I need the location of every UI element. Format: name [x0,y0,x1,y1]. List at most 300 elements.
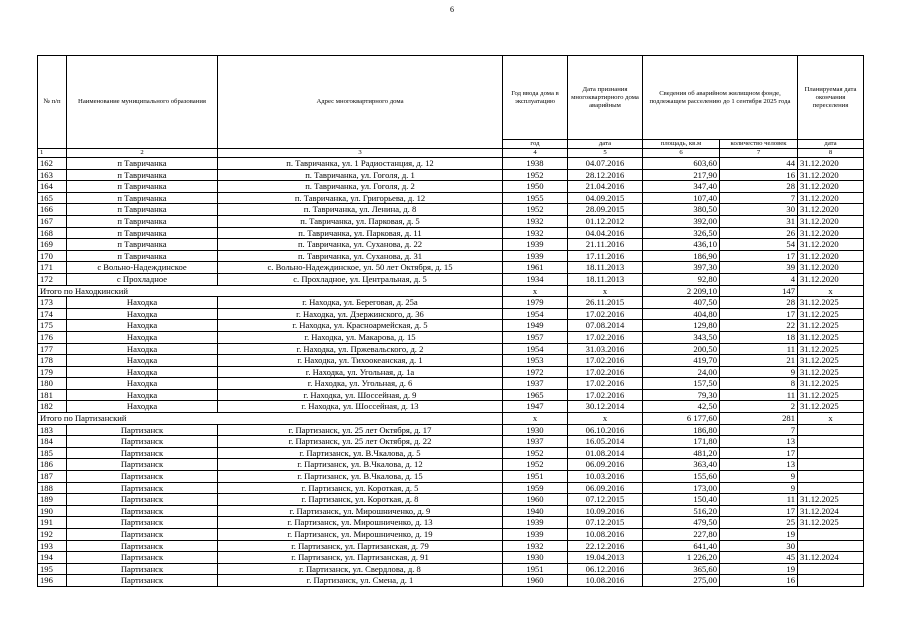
municipality-cell: п Тавричанка [67,215,218,227]
row-number: 190 [38,505,67,517]
row-number: 177 [38,343,67,355]
end-date-cell: 31.12.2020 [798,227,864,239]
table-row [38,192,864,204]
row-number: 189 [38,494,67,506]
year-cell: 1972 [503,366,568,378]
end-date-cell: 31.12.2025 [798,366,864,378]
municipality-cell: п Тавричанка [67,158,218,170]
area-cell: 641,40 [643,540,720,552]
year-cell: 1939 [503,239,568,251]
recognition-date-cell: 06.09.2016 [568,459,643,471]
address-cell: г. Находка, ул. Шоссейная, д. 13 [218,401,503,413]
end-date-cell [798,471,864,483]
table-row [38,250,864,262]
end-date-cell [798,482,864,494]
row-number: 176 [38,331,67,343]
year-cell: 1930 [503,424,568,436]
end-date-cell [798,540,864,552]
municipality-cell: Партизанск [67,552,218,564]
end-date-cell: 31.12.2025 [798,308,864,320]
people-cell: 16 [720,169,798,181]
address-cell: г. Партизанск, ул. Мирошниченко, д. 13 [218,517,503,529]
table-row [38,540,864,552]
year-cell: 1947 [503,401,568,413]
year-cell: 1939 [503,250,568,262]
municipality-cell: Партизанск [67,447,218,459]
area-cell: 42,50 [643,401,720,413]
year-cell: 1961 [503,262,568,274]
row-number: 173 [38,297,67,309]
header-year: Год ввода дома в эксплуатацию [503,56,568,140]
table-row [38,529,864,541]
table-row [38,505,864,517]
area-cell: 200,50 [643,343,720,355]
col-number: 3 [218,149,503,158]
address-cell: г. Партизанск, ул. В.Чкалова, д. 15 [218,471,503,483]
municipality-cell: Партизанск [67,505,218,517]
table-row [38,262,864,274]
year-cell: 1930 [503,552,568,564]
table-row [38,482,864,494]
address-cell: п. Тавричанка, ул. Ленина, д. 8 [218,204,503,216]
year-cell: 1954 [503,343,568,355]
col-number: 5 [568,149,643,158]
area-cell: 150,40 [643,494,720,506]
table-row [38,215,864,227]
people-cell: 18 [720,331,798,343]
row-number: 182 [38,401,67,413]
area-cell: 365,60 [643,563,720,575]
end-date-cell: 31.12.2025 [798,297,864,309]
header-info: Сведения об аварийном жилищном фонде, подлежащем расселению до 1 сентября 2025 года [643,56,798,140]
year-cell: 1937 [503,436,568,448]
recognition-date-cell: 26.11.2015 [568,297,643,309]
recognition-date-cell: 06.09.2016 [568,482,643,494]
table-row [38,378,864,390]
unit-area: площадь, кв.м [643,140,720,149]
end-date-cell [798,424,864,436]
table-row [38,239,864,251]
total-row [38,413,864,425]
recognition-date-cell: 22.12.2016 [568,540,643,552]
people-cell: 2 [720,401,798,413]
area-cell: 107,40 [643,192,720,204]
year-cell: 1952 [503,459,568,471]
row-number: 183 [38,424,67,436]
address-cell: п. Тавричанка, ул. Парковая, д. 5 [218,215,503,227]
total-people: 147 [720,285,798,297]
row-number: 164 [38,181,67,193]
municipality-cell: с Вольно-Надеждинское [67,262,218,274]
address-cell: г. Находка, ул. Угольная, д. 1а [218,366,503,378]
year-cell: 1949 [503,320,568,332]
people-cell: 13 [720,459,798,471]
end-date-cell: 31.12.2020 [798,215,864,227]
year-cell: 1955 [503,192,568,204]
municipality-cell: п Тавричанка [67,250,218,262]
table-row [38,563,864,575]
area-cell: 227,80 [643,529,720,541]
year-cell: 1937 [503,378,568,390]
year-cell: 1960 [503,575,568,587]
address-cell: п. Тавричанка, ул. Гоголя, д. 2 [218,181,503,193]
recognition-date-cell: 06.10.2016 [568,424,643,436]
area-cell: 24,00 [643,366,720,378]
municipality-cell: п Тавричанка [67,181,218,193]
year-cell: 1932 [503,227,568,239]
municipality-cell: Партизанск [67,494,218,506]
recognition-date-cell: 21.11.2016 [568,239,643,251]
year-cell: 1957 [503,331,568,343]
row-number: 192 [38,529,67,541]
people-cell: 11 [720,343,798,355]
municipality-cell: Партизанск [67,459,218,471]
area-cell: 173,00 [643,482,720,494]
recognition-date-cell: 06.12.2016 [568,563,643,575]
recognition-date-cell: 16.05.2014 [568,436,643,448]
address-cell: п. Тавричанка, ул. Григорьева, д. 12 [218,192,503,204]
end-date-cell [798,436,864,448]
total-end-date: x [798,285,864,297]
municipality-cell: Партизанск [67,482,218,494]
area-cell: 397,30 [643,262,720,274]
col-number: 8 [798,149,864,158]
recognition-date-cell: 21.04.2016 [568,181,643,193]
table-row [38,343,864,355]
header-num: № п/п [38,56,67,149]
end-date-cell: 31.12.2025 [798,401,864,413]
area-cell: 516,20 [643,505,720,517]
area-cell: 343,50 [643,331,720,343]
end-date-cell: 31.12.2020 [798,192,864,204]
area-cell: 407,50 [643,297,720,309]
header-row [38,56,864,140]
municipality-cell: п Тавричанка [67,204,218,216]
year-cell: 1939 [503,517,568,529]
people-cell: 54 [720,239,798,251]
municipality-cell: п Тавричанка [67,227,218,239]
header-address: Адрес многоквартирного дома [218,56,503,149]
recognition-date-cell: 07.08.2014 [568,320,643,332]
people-cell: 9 [720,366,798,378]
end-date-cell: 31.12.2025 [798,320,864,332]
year-cell: 1932 [503,215,568,227]
table-row [38,447,864,459]
recognition-date-cell: 17.02.2016 [568,308,643,320]
table-row [38,320,864,332]
area-cell: 92,80 [643,273,720,285]
area-cell: 481,20 [643,447,720,459]
recognition-date-cell: 19.04.2013 [568,552,643,564]
municipality-cell: Находка [67,320,218,332]
row-number: 181 [38,389,67,401]
people-cell: 11 [720,494,798,506]
people-cell: 4 [720,273,798,285]
end-date-cell: 31.12.2024 [798,505,864,517]
recognition-date-cell: 10.08.2016 [568,575,643,587]
municipality-cell: Находка [67,331,218,343]
table-row [38,552,864,564]
table-row [38,355,864,367]
people-cell: 19 [720,529,798,541]
people-cell: 17 [720,308,798,320]
area-cell: 419,70 [643,355,720,367]
end-date-cell [798,563,864,575]
row-number: 162 [38,158,67,170]
end-date-cell: 31.12.2025 [798,389,864,401]
year-cell: 1951 [503,563,568,575]
end-date-cell: 31.12.2020 [798,239,864,251]
year-cell: 1959 [503,482,568,494]
end-date-cell: 31.12.2020 [798,158,864,170]
people-cell: 21 [720,355,798,367]
row-number: 193 [38,540,67,552]
address-cell: г. Находка, ул. Макарова, д. 15 [218,331,503,343]
col-number: 1 [38,149,67,158]
col-number: 2 [67,149,218,158]
area-cell: 157,50 [643,378,720,390]
people-cell: 17 [720,447,798,459]
people-cell: 9 [720,482,798,494]
year-cell: 1960 [503,494,568,506]
address-cell: п. Тавричанка, ул. 1 Радиостанция, д. 12 [218,158,503,170]
people-cell: 7 [720,424,798,436]
people-cell: 8 [720,378,798,390]
area-cell: 380,50 [643,204,720,216]
area-cell: 217,90 [643,169,720,181]
area-cell: 129,80 [643,320,720,332]
people-cell: 16 [720,575,798,587]
column-numbers-row [38,149,864,158]
people-cell: 30 [720,540,798,552]
municipality-cell: Находка [67,389,218,401]
recognition-date-cell: 10.09.2016 [568,505,643,517]
year-cell: 1952 [503,204,568,216]
address-cell: п. Тавричанка, ул. Гоголя, д. 1 [218,169,503,181]
people-cell: 28 [720,297,798,309]
address-cell: г. Находка, ул. Дзержинского, д. 36 [218,308,503,320]
recognition-date-cell: 28.09.2015 [568,204,643,216]
row-number: 174 [38,308,67,320]
address-cell: г. Партизанск, ул. Мирошниченко, д. 9 [218,505,503,517]
table-row [38,297,864,309]
address-cell: г. Партизанск, ул. Партизанская, д. 79 [218,540,503,552]
municipality-cell: Партизанск [67,436,218,448]
row-number: 191 [38,517,67,529]
table-row [38,169,864,181]
address-cell: г. Партизанск, ул. Партизанская, д. 91 [218,552,503,564]
row-number: 180 [38,378,67,390]
year-cell: 1932 [503,540,568,552]
end-date-cell: 31.12.2025 [798,378,864,390]
table-row [38,424,864,436]
address-cell: г. Партизанск, ул. Свердлова, д. 8 [218,563,503,575]
municipality-cell: с Прохладное [67,273,218,285]
people-cell: 13 [720,436,798,448]
table-row [38,494,864,506]
recognition-date-cell: 10.03.2016 [568,471,643,483]
table-row [38,401,864,413]
people-cell: 17 [720,250,798,262]
table-row [38,331,864,343]
row-number: 163 [38,169,67,181]
municipality-cell: Находка [67,401,218,413]
area-cell: 479,50 [643,517,720,529]
area-cell: 392,00 [643,215,720,227]
address-cell: г. Находка, ул. Пржевальского, д. 2 [218,343,503,355]
recognition-date-cell: 01.12.2012 [568,215,643,227]
people-cell: 30 [720,204,798,216]
municipality-cell: Находка [67,355,218,367]
recognition-date-cell: 17.02.2016 [568,366,643,378]
unit-date: дата [568,140,643,149]
end-date-cell: 31.12.2020 [798,273,864,285]
address-cell: г. Находка, ул. Красноармейская, д. 5 [218,320,503,332]
municipality-cell: Находка [67,378,218,390]
table-row [38,459,864,471]
address-cell: г. Находка, ул. Тихоокеанская, д. 1 [218,355,503,367]
area-cell: 186,80 [643,424,720,436]
row-number: 172 [38,273,67,285]
row-number: 186 [38,459,67,471]
area-cell: 171,80 [643,436,720,448]
total-people: 281 [720,413,798,425]
recognition-date-cell: 17.02.2016 [568,331,643,343]
row-number: 165 [38,192,67,204]
end-date-cell: 31.12.2025 [798,517,864,529]
people-cell: 9 [720,471,798,483]
total-date: x [568,285,643,297]
total-year: x [503,285,568,297]
header-recognition-date: Дата признания многоквартирного дома аварийным [568,56,643,140]
address-cell: п. Тавричанка, ул. Парковая, д. 11 [218,227,503,239]
municipality-cell: Партизанск [67,471,218,483]
recognition-date-cell: 04.04.2016 [568,227,643,239]
municipality-cell: Партизанск [67,575,218,587]
address-cell: г. Партизанск, ул. Мирошниченко, д. 19 [218,529,503,541]
municipality-cell: Находка [67,366,218,378]
end-date-cell [798,447,864,459]
year-cell: 1953 [503,355,568,367]
row-number: 188 [38,482,67,494]
end-date-cell: 31.12.2020 [798,169,864,181]
recognition-date-cell: 04.07.2016 [568,158,643,170]
row-number: 195 [38,563,67,575]
table-row [38,273,864,285]
year-cell: 1965 [503,389,568,401]
table-row [38,389,864,401]
people-cell: 11 [720,389,798,401]
recognition-date-cell: 04.09.2015 [568,192,643,204]
recognition-date-cell: 17.02.2016 [568,389,643,401]
municipality-cell: п Тавричанка [67,239,218,251]
address-cell: г. Партизанск, ул. Короткая, д. 8 [218,494,503,506]
year-cell: 1979 [503,297,568,309]
total-row [38,285,864,297]
year-cell: 1939 [503,529,568,541]
people-cell: 26 [720,227,798,239]
address-cell: п. Тавричанка, ул. Суханова, д. 22 [218,239,503,251]
area-cell: 436,10 [643,239,720,251]
area-cell: 79,30 [643,389,720,401]
unit-end-date: дата [798,140,864,149]
recognition-date-cell: 18.11.2013 [568,273,643,285]
unit-year: год [503,140,568,149]
total-area: 2 209,10 [643,285,720,297]
area-cell: 186,90 [643,250,720,262]
year-cell: 1954 [503,308,568,320]
area-cell: 275,00 [643,575,720,587]
table-row [38,471,864,483]
year-cell: 1938 [503,158,568,170]
area-cell: 404,80 [643,308,720,320]
total-date: x [568,413,643,425]
row-number: 168 [38,227,67,239]
row-number: 196 [38,575,67,587]
table-row [38,158,864,170]
recognition-date-cell: 31.03.2016 [568,343,643,355]
people-cell: 7 [720,192,798,204]
municipality-cell: Партизанск [67,540,218,552]
area-cell: 326,50 [643,227,720,239]
recognition-date-cell: 18.11.2013 [568,262,643,274]
end-date-cell: 31.12.2024 [798,552,864,564]
area-cell: 603,60 [643,158,720,170]
municipality-cell: Партизанск [67,424,218,436]
municipality-cell: п Тавричанка [67,169,218,181]
municipality-cell: Партизанск [67,517,218,529]
municipality-cell: п Тавричанка [67,192,218,204]
end-date-cell: 31.12.2025 [798,343,864,355]
total-year: x [503,413,568,425]
end-date-cell: 31.12.2025 [798,355,864,367]
municipality-cell: Партизанск [67,563,218,575]
row-number: 178 [38,355,67,367]
people-cell: 45 [720,552,798,564]
year-cell: 1952 [503,169,568,181]
area-cell: 155,60 [643,471,720,483]
page-number: 6 [450,5,454,14]
municipality-cell: Находка [67,308,218,320]
col-number: 4 [503,149,568,158]
table-row [38,436,864,448]
area-cell: 1 226,20 [643,552,720,564]
address-cell: г. Находка, ул. Угольная, д. 6 [218,378,503,390]
address-cell: г. Партизанск, ул. 25 лет Октября, д. 17 [218,424,503,436]
header-municipality: Наименование муниципального образования [67,56,218,149]
row-number: 187 [38,471,67,483]
recognition-date-cell: 01.08.2014 [568,447,643,459]
col-number: 6 [643,149,720,158]
row-number: 167 [38,215,67,227]
recognition-date-cell: 17.11.2016 [568,250,643,262]
total-label: Итого по Партизанский [38,413,503,425]
table-row [38,181,864,193]
row-number: 194 [38,552,67,564]
total-end-date: x [798,413,864,425]
end-date-cell: 31.12.2020 [798,262,864,274]
address-cell: г. Находка, ул. Береговая, д. 25а [218,297,503,309]
year-cell: 1934 [503,273,568,285]
row-number: 175 [38,320,67,332]
end-date-cell: 31.12.2020 [798,250,864,262]
row-number: 179 [38,366,67,378]
recognition-date-cell: 17.02.2016 [568,378,643,390]
row-number: 171 [38,262,67,274]
unit-people: количество человек [720,140,798,149]
recognition-date-cell: 17.02.2016 [568,355,643,367]
year-cell: 1951 [503,471,568,483]
